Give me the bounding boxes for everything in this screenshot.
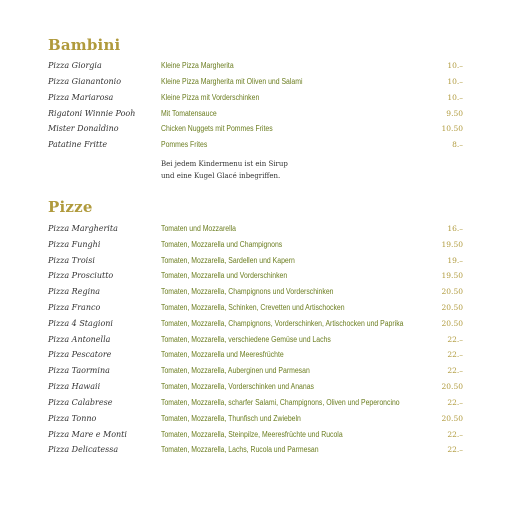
item-description: Pommes Frites <box>161 140 208 149</box>
item-name: Pizza Mariarosa <box>48 93 114 102</box>
item-price: 20.50 <box>441 287 463 296</box>
item-description: Kleine Pizza Margherita mit Oliven und Salami <box>161 77 303 86</box>
item-name: Pizza Calabrese <box>48 398 113 407</box>
item-description: Tomaten, Mozzarella, Thunfisch und Zwiebeln <box>161 414 301 423</box>
menu-item <box>0 335 512 351</box>
item-description: Tomaten, Mozzarella, Vorderschinken und Ananas <box>161 382 314 391</box>
item-price: 20.50 <box>441 382 463 391</box>
menu-item <box>0 366 512 382</box>
item-description: Mit Tomatensauce <box>161 109 217 118</box>
section-title-bambini: Bambini <box>48 36 121 54</box>
item-description: Tomaten, Mozzarella und Champignons <box>161 240 283 249</box>
item-description: Tomaten, Mozzarella und Vorderschinken <box>161 271 288 280</box>
item-price: 9.50 <box>446 109 463 118</box>
menu-item <box>0 350 512 366</box>
item-description: Chicken Nuggets mit Pommes Frites <box>161 124 273 133</box>
item-price: 20.50 <box>441 303 463 312</box>
item-price: 22.– <box>447 350 463 359</box>
item-name: Pizza Antonella <box>48 335 111 344</box>
item-description: Tomaten, Mozzarella, Schinken, Crevetten und Artischocken <box>161 303 345 312</box>
menu-item <box>0 445 512 461</box>
item-description: Tomaten, Mozzarella und Meeresfrüchte <box>161 350 284 359</box>
item-price: 16.– <box>447 224 463 233</box>
menu-item <box>0 77 512 93</box>
item-price: 22.– <box>447 366 463 375</box>
menu-item <box>0 93 512 109</box>
menu-item <box>0 303 512 319</box>
item-description: Tomaten, Mozzarella, Steinpilze, Meeresfrüchte und Rucola <box>161 430 343 439</box>
menu-item <box>0 124 512 140</box>
item-name: Mister Donaldino <box>48 124 119 133</box>
item-name: Pizza Delicatessa <box>48 445 119 454</box>
item-price: 22.– <box>447 445 463 454</box>
menu-item <box>0 140 512 156</box>
item-price: 10.– <box>447 61 463 70</box>
item-description: Tomaten und Mozzarella <box>161 224 236 233</box>
item-description: Kleine Pizza mit Vorderschinken <box>161 93 260 102</box>
item-price: 22.– <box>447 430 463 439</box>
menu-item <box>0 256 512 272</box>
item-description: Tomaten, Mozzarella, Lachs, Rucola und Parmesan <box>161 445 319 454</box>
item-price: 19.50 <box>441 271 463 280</box>
item-name: Pizza Giorgia <box>48 61 102 70</box>
item-price: 22.– <box>447 335 463 344</box>
item-name: Pizza Franco <box>48 303 101 312</box>
item-name: Pizza Taormina <box>48 366 110 375</box>
menu-item <box>0 271 512 287</box>
item-name: Pizza Mare e Monti <box>48 430 127 439</box>
menu-item <box>0 319 512 335</box>
item-price: 22.– <box>447 398 463 407</box>
item-price: 20.50 <box>441 414 463 423</box>
item-price: 10.50 <box>441 124 463 133</box>
item-name: Pizza 4 Stagioni <box>48 319 113 328</box>
kids-menu-note-line-1: Bei jedem Kindermenu ist ein Sirup <box>161 160 288 168</box>
item-price: 10.– <box>447 93 463 102</box>
item-name: Pizza Prosciutto <box>48 271 114 280</box>
item-name: Pizza Tonno <box>48 414 97 423</box>
item-description: Tomaten, Mozzarella, Auberginen und Parmesan <box>161 366 310 375</box>
item-name: Pizza Hawaii <box>48 382 101 391</box>
menu-item <box>0 240 512 256</box>
item-price: 19.50 <box>441 240 463 249</box>
item-price: 8.– <box>452 140 463 149</box>
item-description: Tomaten, Mozzarella, Champignons und Vorderschinken <box>161 287 334 296</box>
item-name: Pizza Pescatore <box>48 350 112 359</box>
item-price: 10.– <box>447 77 463 86</box>
menu-item <box>0 287 512 303</box>
kids-menu-note-line-2: und eine Kugel Glacé inbegriffen. <box>161 172 281 180</box>
menu-item <box>0 61 512 77</box>
item-name: Pizza Regina <box>48 287 101 296</box>
item-name: Pizza Gianantonio <box>48 77 122 86</box>
menu-item <box>0 382 512 398</box>
item-description: Tomaten, Mozzarella, verschiedene Gemüse und Lachs <box>161 335 331 344</box>
menu-item <box>0 430 512 446</box>
item-description: Kleine Pizza Margherita <box>161 61 234 70</box>
item-description: Tomaten, Mozzarella, Champignons, Vorderschinken, Artischocken und Paprika <box>161 319 404 328</box>
item-name: Pizza Funghi <box>48 240 101 249</box>
item-price: 20.50 <box>441 319 463 328</box>
menu-item <box>0 398 512 414</box>
item-description: Tomaten, Mozzarella, scharfer Salami, Champignons, Oliven und Peperoncino <box>161 398 400 407</box>
item-name: Patatine Fritte <box>48 140 108 149</box>
menu-item <box>0 109 512 125</box>
menu-item <box>0 414 512 430</box>
item-price: 19.– <box>447 256 463 265</box>
item-name: Pizza Troisi <box>48 256 95 265</box>
item-description: Tomaten, Mozzarella, Sardellen und Kapern <box>161 256 295 265</box>
menu-item <box>0 224 512 240</box>
item-name: Rigatoni Winnie Pooh <box>48 109 136 118</box>
item-name: Pizza Margherita <box>48 224 118 233</box>
section-title-pizze: Pizze <box>48 198 93 216</box>
